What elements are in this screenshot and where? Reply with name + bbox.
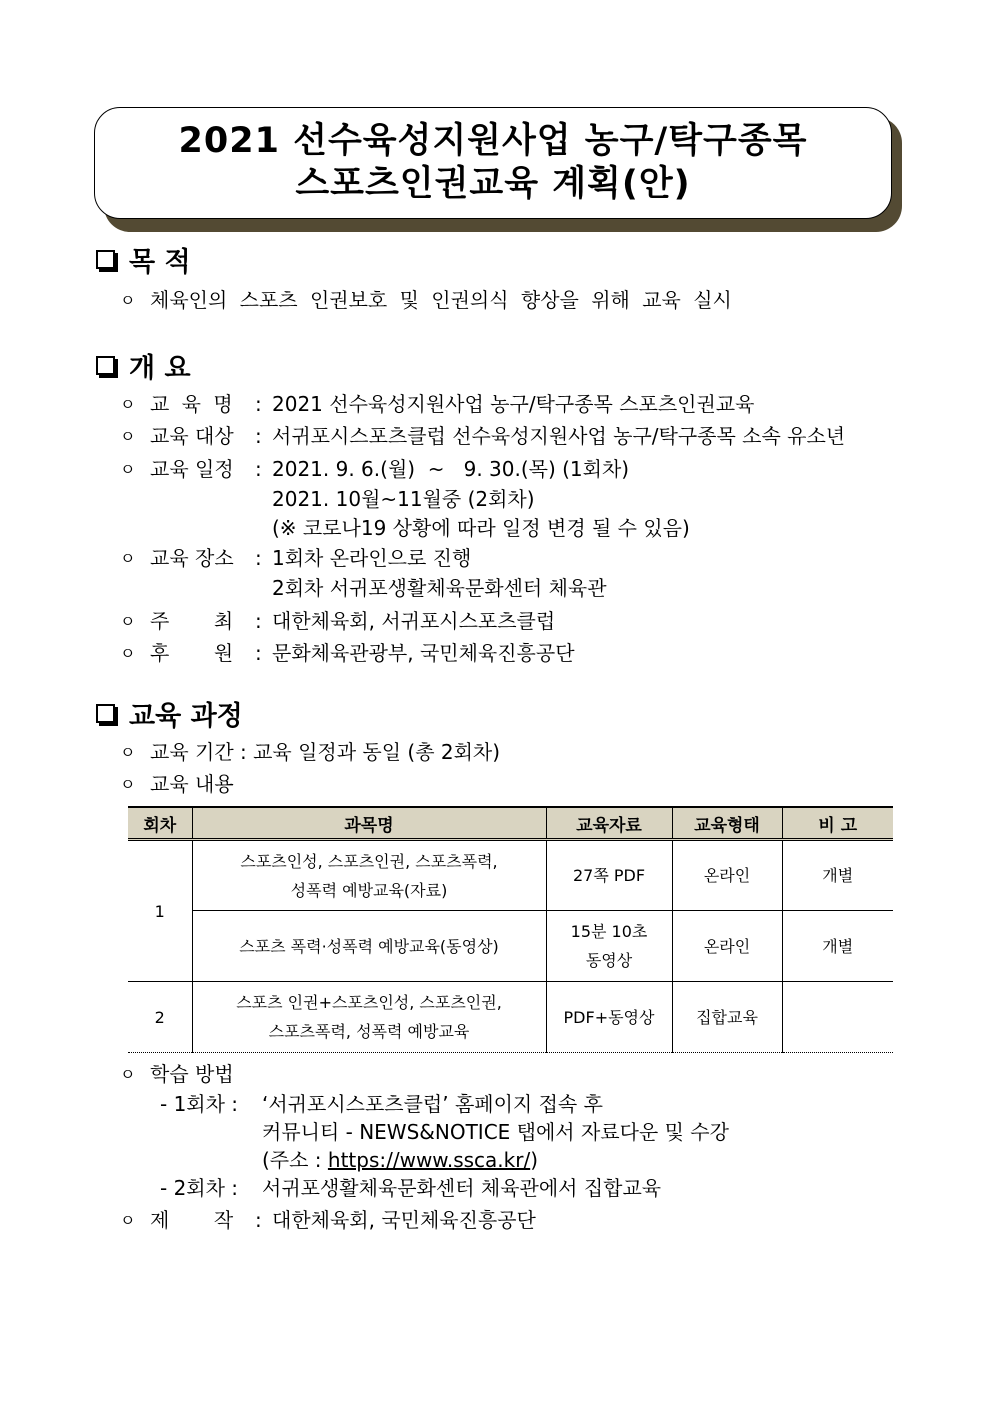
table-row bbox=[128, 840, 893, 911]
subject-line: 성폭력 예방교육(자료) bbox=[290, 880, 448, 900]
method-r1-label: - 1회차 : bbox=[160, 1092, 239, 1116]
method-r1-address bbox=[262, 1146, 538, 1174]
table-row bbox=[128, 982, 893, 1053]
overview-label-sponsor: 후 원 bbox=[150, 641, 234, 665]
method-r2-label: - 2회차 : bbox=[160, 1176, 239, 1200]
overview-label-schedule: 교육 일정 bbox=[150, 457, 234, 481]
table-cell-material bbox=[546, 911, 672, 982]
overview-label-target: 교육 대상 bbox=[150, 424, 234, 448]
overview-value-place-2: 2회차 서귀포생활체육문화센터 체육관 bbox=[272, 576, 607, 600]
overview-value-schedule-2: 2021. 10월~11월중 (2회차) bbox=[272, 487, 535, 511]
producer-text: 대한체육회, 국민체육진흥공단 bbox=[272, 1208, 536, 1232]
bullet-icon: ㅇ bbox=[120, 549, 136, 568]
table-cell-form: 집합교육 bbox=[672, 982, 782, 1053]
table-cell-form: 온라인 bbox=[672, 840, 782, 911]
bullet-icon: ㅇ bbox=[120, 395, 136, 414]
method-r2-text: 서귀포생활체육문화센터 체육관에서 집합교육 bbox=[262, 1176, 662, 1200]
overview-sep: : bbox=[255, 457, 262, 481]
bullet-icon: ㅇ bbox=[120, 427, 136, 446]
overview-sep: : bbox=[255, 609, 262, 633]
bullet-icon: ㅇ bbox=[120, 460, 136, 479]
course-table bbox=[128, 806, 893, 1053]
table-header-cell: 과목명 bbox=[192, 807, 546, 840]
title-box bbox=[94, 107, 892, 219]
table-cell-note bbox=[782, 982, 893, 1053]
table-cell-note: 개별 bbox=[782, 840, 893, 911]
table-header-cell: 교육자료 bbox=[546, 807, 672, 840]
bullet-icon: ㅇ bbox=[120, 1065, 136, 1084]
material-line: 15분 10초 bbox=[570, 922, 648, 941]
subject-line: 스포츠인성, 스포츠인권, 스포츠폭력, bbox=[240, 851, 498, 871]
overview-sep: : bbox=[255, 546, 262, 570]
course-period: 교육 기간 : 교육 일정과 동일 (총 2회차) bbox=[150, 740, 501, 764]
overview-label-place: 교육 장소 bbox=[150, 546, 234, 570]
bullet-icon: ㅇ bbox=[120, 291, 136, 310]
bullet-icon: ㅇ bbox=[120, 612, 136, 631]
overview-label-name: 교 육 명 bbox=[150, 392, 236, 416]
overview-value-schedule-1: 2021. 9. 6.(월) ~ 9. 30.(목) (1회차) bbox=[272, 457, 630, 481]
table-header-cell: 회차 bbox=[128, 807, 192, 840]
table-header-cell: 비 고 bbox=[782, 807, 893, 840]
section-heading-text: 목 적 bbox=[129, 247, 191, 278]
material-line: 동영상 bbox=[585, 951, 633, 970]
checkbox-square-icon bbox=[96, 704, 115, 723]
overview-value-schedule-3: (※ 코로나19 상황에 따라 일정 변경 될 수 있음) bbox=[272, 516, 690, 540]
bullet-icon: ㅇ bbox=[120, 644, 136, 663]
bullet-icon: ㅇ bbox=[120, 1211, 136, 1230]
overview-sep: : bbox=[255, 641, 262, 665]
table-cell-subject bbox=[192, 982, 546, 1053]
section-heading-text: 개 요 bbox=[129, 353, 191, 384]
homepage-link[interactable]: https://www.ssca.kr/ bbox=[327, 1148, 531, 1172]
overview-value-target: 서귀포시스포츠클럽 선수육성지원사업 농구/탁구종목 소속 유소년 bbox=[272, 424, 846, 448]
table-row bbox=[128, 911, 893, 982]
subject-line: 스포츠폭력, 성폭력 예방교육 bbox=[268, 1022, 470, 1041]
table-cell-round: 1 bbox=[128, 840, 192, 982]
overview-value-name: 2021 선수육성지원사업 농구/탁구종목 스포츠인권교육 bbox=[272, 392, 755, 416]
table-cell-material: PDF+동영상 bbox=[546, 982, 672, 1053]
producer-sep: : bbox=[255, 1208, 262, 1232]
subject-line: 스포츠 인권+스포츠인성, 스포츠인권, bbox=[236, 993, 502, 1012]
section-heading-purpose bbox=[96, 240, 191, 279]
course-content-label: 교육 내용 bbox=[150, 772, 234, 796]
method-label: 학습 방법 bbox=[150, 1062, 234, 1086]
address-suffix: ) bbox=[530, 1148, 538, 1172]
purpose-text: 체육인의 스포츠 인권보호 및 인권의식 향상을 위해 교육 실시 bbox=[150, 288, 732, 312]
overview-sep: : bbox=[255, 392, 262, 416]
address-prefix: (주소 : bbox=[262, 1148, 328, 1172]
table-cell-round: 2 bbox=[128, 982, 192, 1053]
table-header-row bbox=[128, 807, 893, 840]
table-cell-note: 개별 bbox=[782, 911, 893, 982]
section-heading-overview bbox=[96, 346, 191, 385]
overview-label-host: 주 최 bbox=[150, 609, 234, 633]
overview-value-place-1: 1회차 온라인으로 진행 bbox=[272, 546, 472, 570]
section-heading-course bbox=[96, 694, 243, 733]
method-r1-line2: 커뮤니티 - NEWS&NOTICE 탭에서 자료다운 및 수강 bbox=[262, 1120, 729, 1144]
bullet-icon: ㅇ bbox=[120, 743, 136, 762]
bullet-icon: ㅇ bbox=[120, 775, 136, 794]
table-cell-subject bbox=[192, 840, 546, 911]
section-heading-text: 교육 과정 bbox=[129, 701, 243, 732]
overview-sep: : bbox=[255, 424, 262, 448]
table-cell-material: 27쪽 PDF bbox=[546, 840, 672, 911]
checkbox-square-icon bbox=[96, 250, 115, 269]
table-header-cell: 교육형태 bbox=[672, 807, 782, 840]
title-line-1: 2021 선수육성지원사업 농구/탁구종목 bbox=[178, 121, 808, 161]
overview-value-sponsor: 문화체육관광부, 국민체육진흥공단 bbox=[272, 641, 575, 665]
method-r1-line1: ‘서귀포시스포츠클럽’ 홈페이지 접속 후 bbox=[262, 1092, 603, 1116]
table-cell-form: 온라인 bbox=[672, 911, 782, 982]
producer-label: 제 작 bbox=[150, 1208, 234, 1232]
title-line-2: 스포츠인권교육 계획(안) bbox=[295, 164, 691, 204]
table-cell-subject: 스포츠 폭력·성폭력 예방교육(동영상) bbox=[192, 911, 546, 982]
checkbox-square-icon bbox=[96, 356, 115, 375]
overview-value-host: 대한체육회, 서귀포시스포츠클럽 bbox=[272, 609, 556, 633]
